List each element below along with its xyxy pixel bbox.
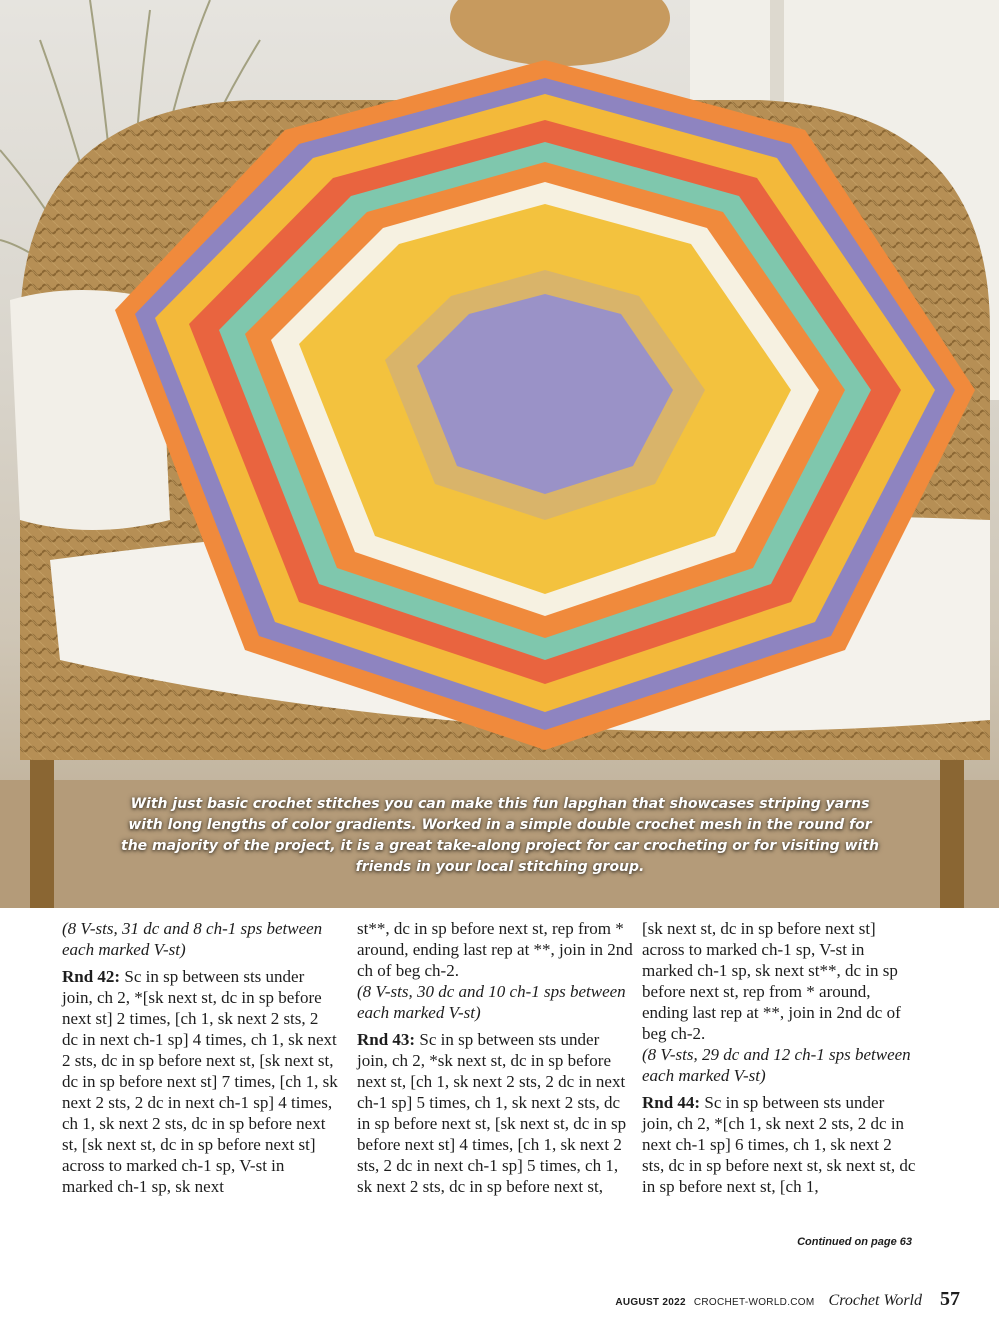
page-number: 57 <box>940 1288 960 1310</box>
magazine-name: Crochet World <box>828 1292 922 1309</box>
continued-on-page: Continued on page 63 <box>797 1236 912 1248</box>
pattern-column-2 <box>357 918 633 1197</box>
continued-text: st**, dc in sp before next st, rep from * around, ending last rep at **, join in 2nd ch of beg ch-2. <box>357 919 633 980</box>
straw-hat <box>450 0 670 66</box>
stitch-count-note: (8 V-sts, 30 dc and 10 ch-1 sps between each marked V-st) <box>357 982 626 1022</box>
stitch-count-note: (8 V-sts, 29 dc and 12 ch-1 sps between each marked V-st) <box>642 1045 911 1085</box>
pattern-column-3 <box>642 918 918 1197</box>
round-42-instructions <box>62 966 338 1197</box>
photo-caption: With just basic crochet stitches you can make this fun lapghan that showcases striping yarns with long lengths of color gradients. Worked in a simple double crochet mesh in the round for the majority of the project, it is a great take-along project for car crocheting or for visiting with friends in your local stitching group. <box>121 796 879 875</box>
round-44-instructions <box>642 1092 918 1197</box>
round-text: Sc in sp between sts under join, ch 2, *sk next st, dc in sp before next st, [ch 1, sk next 2 sts, 2 dc in next ch-1 sp] 5 times, ch 1, sk next 2 sts, dc in sp before next st, [sk next st, dc in sp before next st] 4 times, [ch 1, sk next 2 sts, 2 dc in next ch-1 sp] 5 times, ch 1, sk next 2 sts, dc in sp before next st, <box>357 1030 627 1196</box>
issue-date: AUGUST 2022 <box>615 1297 686 1308</box>
website: CROCHET-WORLD.COM <box>693 1297 815 1308</box>
round-text: Sc in sp between sts under join, ch 2, *[sk next st, dc in sp before next st] 2 times, [ch 1, sk next 2 sts, 2 dc in next ch-1 sp] 4 times, ch 1, sk next 2 sts, dc in sp before next st, [sk next st, dc in sp before next st] 7 times, [ch 1, sk next 2 sts, 2 dc in next ch-1 sp] 4 times, ch 1, sk next 2 sts, dc in sp before next st, [sk next st, dc in sp before next st] across to marked ch-1 sp, V-st in marked ch-1 sp, sk next <box>62 967 338 1196</box>
round-label: Rnd 42: <box>62 967 121 986</box>
stitch-count-note: (8 V-sts, 31 dc and 8 ch-1 sps between each marked V-st) <box>62 919 323 959</box>
page-footer <box>500 1288 960 1312</box>
pattern-column-1 <box>62 918 338 1197</box>
continued-text: [sk next st, dc in sp before next st] across to marked ch-1 sp, V-st in marked ch-1 sp, sk next st**, dc in sp before next st, rep from * around, ending last rep at **, join in 2nd dc of beg ch-2. <box>642 919 901 1043</box>
round-label: Rnd 43: <box>357 1030 416 1049</box>
round-43-instructions <box>357 1029 633 1197</box>
round-text: Sc in sp between sts under join, ch 2, *[ch 1, sk next 2 sts, 2 dc in next ch-1 sp] 6 times, ch 1, sk next 2 sts, dc in sp before next st, sk next st, dc in sp before next st, [ch 1, <box>642 1093 916 1196</box>
round-label: Rnd 44: <box>642 1093 701 1112</box>
